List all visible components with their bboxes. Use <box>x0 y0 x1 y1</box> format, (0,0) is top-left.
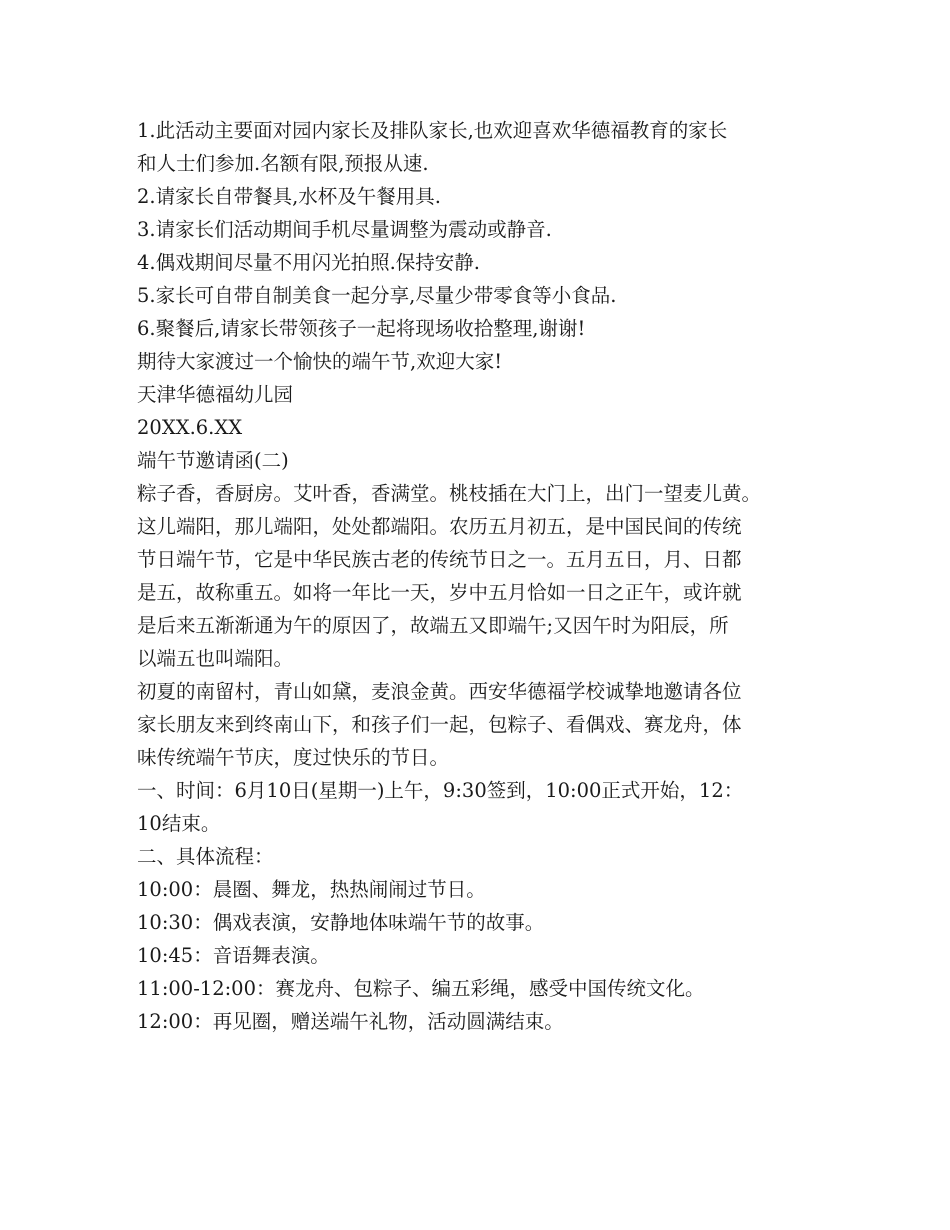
document-body <box>137 114 837 1038</box>
text-line-7: 6.聚餐后,请家长带领孩子一起将现场收拾整理,谢谢! <box>137 317 586 340</box>
text-line-18: 初夏的南留村，青山如黛，麦浪金黄。西安华德福学校诚挚地邀请各位 <box>137 680 742 703</box>
text-line-12: 粽子香，香厨房。艾叶香，香满堂。桃枝插在大门上，出门一望麦儿黄。 <box>137 482 762 505</box>
section-title: 端午节邀请函(二) <box>137 449 289 472</box>
text-line-4: 3.请家长们活动期间手机尽量调整为震动或静音. <box>137 218 552 241</box>
text-line-6: 5.家长可自带自制美食一起分享,尽量少带零食等小食品. <box>137 284 617 307</box>
text-line-8: 期待大家渡过一个愉快的端午节,欢迎大家! <box>137 350 503 373</box>
text-line-5: 4.偶戏期间尽量不用闪光拍照.保持安静. <box>137 251 481 274</box>
schedule-item-4: 11:00-12:00：赛龙舟、包粽子、编五彩绳，感受中国传统文化。 <box>137 977 705 1000</box>
text-line-14: 节日端午节，它是中华民族古老的传统节日之一。五月五日，月、日都 <box>137 548 742 571</box>
text-line-19: 家长朋友来到终南山下，和孩子们一起，包粽子、看偶戏、赛龙舟，体 <box>137 713 742 736</box>
signature-date: 20XX.6.XX <box>137 416 243 439</box>
schedule-heading: 二、具体流程： <box>137 845 274 868</box>
text-line-17: 以端五也叫端阳。 <box>137 647 294 670</box>
text-line-16: 是后来五渐渐通为午的原因了，故端五又即端午;又因午时为阳辰，所 <box>137 614 729 637</box>
text-line-1: 1.此活动主要面对园内家长及排队家长,也欢迎喜欢华德福教育的家长 <box>137 119 728 142</box>
schedule-item-2: 10:30：偶戏表演，安静地体味端午节的故事。 <box>137 911 545 934</box>
text-line-21: 一、时间：6月10日(星期一)上午，9:30签到，10:00正式开始，12： <box>137 779 744 802</box>
text-line-13: 这儿端阳，那儿端阳，处处都端阳。农历五月初五，是中国民间的传统 <box>137 515 742 538</box>
text-line-3: 2.请家长自带餐具,水杯及午餐用具. <box>137 185 442 208</box>
text-line-22: 10结束。 <box>137 812 221 835</box>
schedule-item-3: 10:45：音语舞表演。 <box>137 944 330 967</box>
text-line-20: 味传统端午节庆，度过快乐的节日。 <box>137 746 450 769</box>
signature-org: 天津华德福幼儿园 <box>137 383 294 406</box>
schedule-item-1: 10:00：晨圈、舞龙，热热闹闹过节日。 <box>137 878 486 901</box>
text-line-2: 和人士们参加.名额有限,预报从速. <box>137 152 429 175</box>
schedule-item-5: 12:00：再见圈，赠送端午礼物，活动圆满结束。 <box>137 1010 564 1033</box>
text-line-15: 是五，故称重五。如将一年比一天，岁中五月恰如一日之正午，或许就 <box>137 581 742 604</box>
